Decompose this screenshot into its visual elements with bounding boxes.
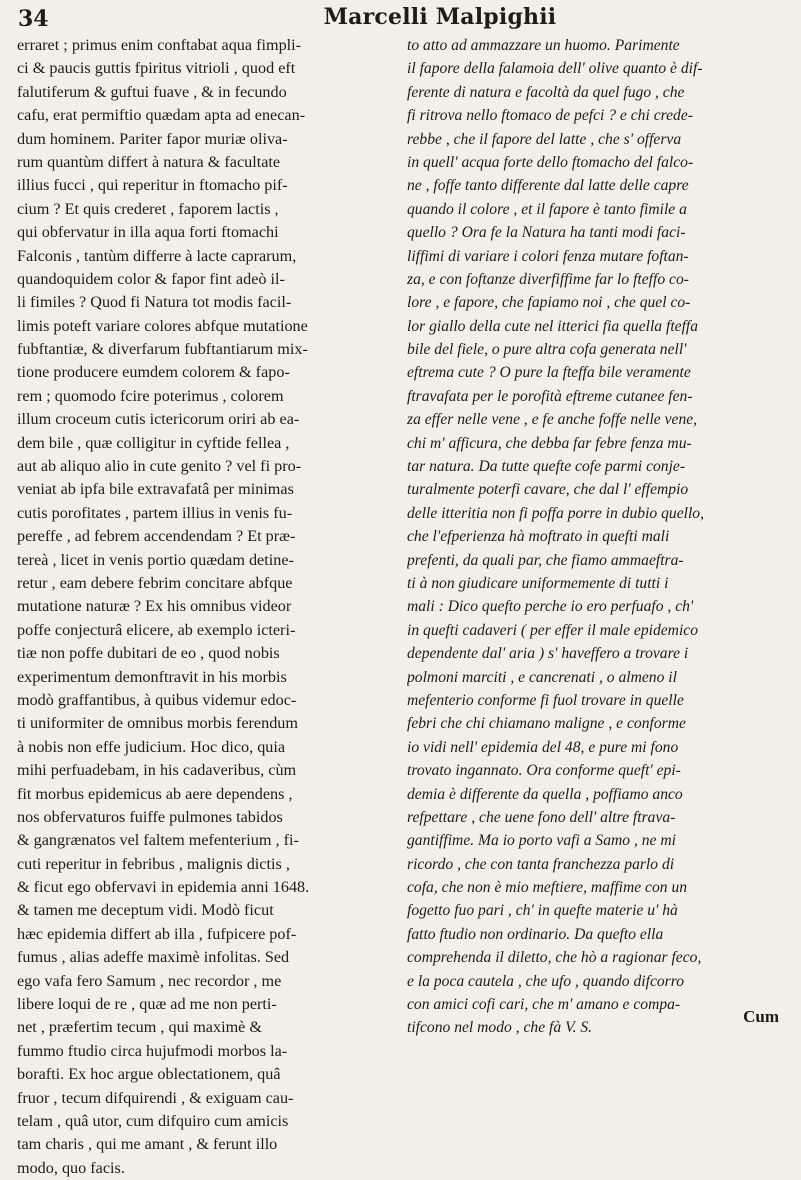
italian-text-line: mefenterio conforme fi fuol trovare in quelle xyxy=(407,691,684,709)
italian-text-line: fi ritrova nello ftomaco de pefci ? e chi crede- xyxy=(407,107,693,125)
italian-text-line: ne , foffe tanto differente dal latte delle capre xyxy=(407,177,689,195)
italian-text-line: ferente di natura e facoltà da quel fugo , che xyxy=(407,83,685,101)
latin-text-line: experimentum demonftravit in his morbis xyxy=(17,667,287,686)
italian-column xyxy=(407,34,792,1040)
catchword: Cum xyxy=(743,1007,779,1026)
latin-text-line: fit morbus epidemicus ab aere dependens , xyxy=(17,784,293,803)
latin-text-line: modo, quo facis. xyxy=(17,1158,125,1177)
latin-text-line: falutiferum & guftui fuave , & in fecundo xyxy=(17,82,287,101)
italian-text-line: dependente dal' aria ) s' haveffero a trovare i xyxy=(407,645,689,663)
latin-text-line: veniat ab ipfa bile extravafatâ per minimas xyxy=(17,480,294,499)
running-head: Marcelli Malpighii xyxy=(323,4,557,30)
latin-text-line: telam , quâ utor, cum difquiro cum amicis xyxy=(17,1111,289,1130)
italian-text-line: io vidi nell' epidemia del 48, e pure mi fono xyxy=(407,738,679,756)
latin-text-line: retur , eam debere febrim concitare abfque xyxy=(17,573,293,592)
italian-text-line: ricordo , che con tanta franchezza parlo di xyxy=(407,855,675,873)
latin-text-line: dum hominem. Pariter fapor muriæ oliva- xyxy=(17,129,288,148)
latin-text-line: nos obfervaturos fuiffe pulmones tabidos xyxy=(17,807,283,826)
italian-text-line: trovato ingannato. Ora conforme queft' epi- xyxy=(407,762,681,780)
italian-text-line: fogetto fuo pari , ch' in quefte materie u' hà xyxy=(407,902,678,920)
latin-text-line: net , præfertim tecum , qui maximè & xyxy=(17,1018,263,1037)
italian-text-line: liffimi di variare i colori fenza mutare foftan- xyxy=(407,247,689,265)
latin-text-line: tiæ non poffe dubitari de eo , quod nobis xyxy=(17,644,280,663)
latin-text-line: tam charis , qui me amant , & ferunt illo xyxy=(17,1135,278,1154)
italian-text-line: prefenti, da quali par, che fiamo ammaeftra- xyxy=(407,551,684,569)
latin-text-line: libere loqui de re , quæ ad me non perti- xyxy=(17,995,277,1014)
italian-text-line: tar natura. Da tutte quefte cofe parmi conje- xyxy=(407,458,686,476)
italian-text-line: rebbe , che il fapore del latte , che s' offerva xyxy=(407,130,682,148)
latin-text-line: ci & paucis guttis fpiritus vitrioli , quod eft xyxy=(17,59,296,78)
italian-text-line: tifcono nel modo , che fà V. S. xyxy=(407,1019,593,1037)
latin-text-line: limis poteft variare colores abfque mutatione xyxy=(17,316,308,335)
latin-text-line: Falconis , tantùm differre à lacte caprarum, xyxy=(17,246,297,265)
latin-text-line: ti uniformiter de omnibus morbis ferendum xyxy=(17,714,298,733)
italian-text-line: chi m' afficura, che debba far febre fenza mu- xyxy=(407,434,692,452)
latin-text-line: cuti reperitur in febribus , malignis dictis , xyxy=(17,854,290,873)
latin-text-line: erraret ; primus enim conftabat aqua fimpli- xyxy=(17,36,302,54)
italian-text-line: il fapore della falamoia dell' olive quanto è dif- xyxy=(407,60,703,78)
italian-text-line: polmoni marciti , e cancrenati , o almeno il xyxy=(407,668,677,686)
italian-text-line: quando il colore , et il fapore è tanto fimile a xyxy=(407,200,687,218)
italian-text-line: bile del fiele, o pure altra cofa generata nell' xyxy=(407,341,687,359)
italian-text-line: demia è differente da quella , poffiamo anco xyxy=(407,785,683,803)
latin-text-line: illum croceum cutis ictericorum oriri ab ea- xyxy=(17,410,300,429)
italian-text-line: e la poca cautela , che ufo , quando difcorro xyxy=(407,972,685,990)
italian-text-line: quello ? Ora fe la Natura ha tanti modi faci- xyxy=(407,224,686,242)
latin-text-line: & tamen me deceptum vidi. Modò ficut xyxy=(17,901,274,920)
italian-text-line: turalmente poterfi cavare, che dal l' effempio xyxy=(407,481,689,499)
italian-text-line: za, e con foftanze diverfiffime far lo fteffo co- xyxy=(407,270,689,288)
italian-text-line: fatto ftudio non ordinario. Da quefto ella xyxy=(407,925,664,943)
latin-text-line: cium ? Et quis crederet , faporem lactis , xyxy=(17,199,279,218)
italian-text-line: eftrema cute ? O pure la fteffa bile veramente xyxy=(407,364,691,382)
latin-text-line: dem bile , quæ colligitur in cyftide fellea , xyxy=(17,433,290,452)
latin-text-line: ego vafa fero Samum , nec recordor , me xyxy=(17,971,282,990)
latin-text-line: fruor , tecum difquirendi , & exiguam cau- xyxy=(17,1088,294,1107)
latin-text-line: illius fucci , qui reperitur in ftomacho pif- xyxy=(17,176,288,195)
latin-text-line: mutatione naturæ ? Ex his omnibus videor xyxy=(17,597,292,616)
latin-text-line: cutis porofitates , partem illius in venis fu- xyxy=(17,503,293,522)
italian-text-line: cofa, che non è mio meftiere, maffime con un xyxy=(407,879,688,897)
italian-text-line: febri che chi chiamano maligne , e conforme xyxy=(407,715,686,733)
latin-text-line: aut ab aliquo alio in cute genito ? vel fi pro- xyxy=(17,457,302,476)
italian-text-line: ftravafata per le porofità eftreme cutanee fen- xyxy=(407,387,693,405)
latin-text-line: li fimiles ? Quod fi Natura tot modis facil- xyxy=(17,293,292,312)
italian-text-line: mali : Dico quefto perche io ero perfuafo , ch' xyxy=(407,598,694,616)
latin-text-line: fumus , alias adeffe maximè infolitas. Sed xyxy=(17,948,290,967)
latin-text-line: modò graffantibus, à quibus videmur edoc- xyxy=(17,690,297,709)
italian-text-line: za effer nelle vene , e fe anche foffe nelle vene, xyxy=(407,411,698,429)
latin-text-line: fummo ftudio circa hujufmodi morbos la- xyxy=(17,1041,288,1060)
latin-text-line: pereffe , ad febrem accendendam ? Et præ- xyxy=(17,527,296,546)
latin-text-line: fubftantiæ, & diverfarum fubftantiarum mix- xyxy=(17,340,308,359)
latin-text-line: tereà , licet in venis portio quædam detine- xyxy=(17,550,294,569)
italian-text-line: con amici cofi cari, che m' amano e compa- xyxy=(407,996,681,1014)
latin-text-line: à nobis non effe judicium. Hoc dico, quia xyxy=(17,737,286,756)
italian-text-line: refpettare , che uene fono dell' altre ftrava- xyxy=(407,808,676,826)
italian-text-line: in quefti cadaveri ( per effer il male epidemico xyxy=(407,621,698,639)
latin-text-line: mihi perfuadebam, in his cadaveribus, cùm xyxy=(17,761,297,780)
latin-text-line: quandoquidem color & fapor fint adeò il- xyxy=(17,269,285,288)
italian-text-line: to atto ad ammazzare un huomo. Parimente xyxy=(407,37,680,54)
latin-text-line: rum quantùm differt à natura & facultate xyxy=(17,152,281,171)
italian-text-line: gantiffime. Ma io porto vafi a Samo , ne mi xyxy=(407,832,676,850)
latin-text-line: qui obfervatur in illa aqua forti ftomachi xyxy=(17,223,279,242)
italian-text-line: ti à non giudicare uniformemente di tutti i xyxy=(407,574,669,592)
latin-column xyxy=(17,34,402,1180)
italian-text-line: in quell' acqua forte dello ftomacho del falco- xyxy=(407,153,694,171)
latin-text-line: & ficut ego obfervavi in epidemia anni 1648. xyxy=(17,878,310,897)
italian-text-line: lor giallo della cute nel itterici fia quella fteffa xyxy=(407,317,699,335)
latin-text-line: rem ; quomodo fcire poterimus , colorem xyxy=(17,386,284,405)
italian-text-line: lore , e fapore, che fapiamo noi , che quel co- xyxy=(407,294,691,312)
latin-text-line: cafu, erat permiftio quædam apta ad enecan- xyxy=(17,106,306,125)
latin-text-line: borafti. Ex hoc argue oblectationem, quâ xyxy=(17,1065,281,1084)
italian-text-line: comprehenda il diletto, che hò a ragionar feco, xyxy=(407,949,702,967)
latin-text-line: poffe conjecturâ elicere, ab exemplo icteri- xyxy=(17,620,296,639)
italian-text-line: delle itteritia non fi poffa porre in dubio quello, xyxy=(407,504,704,522)
latin-text-line: & gangrænatos vel faltem mefenterium , fi- xyxy=(17,831,299,850)
page-number: 34 xyxy=(18,6,49,32)
latin-text-line: tione producere eumdem colorem & fapo- xyxy=(17,363,290,382)
latin-text-line: hæc epidemia differt ab illa , fufpicere pof- xyxy=(17,924,297,943)
italian-text-line: che l'efperienza hà moftrato in quefti mali xyxy=(407,528,670,546)
